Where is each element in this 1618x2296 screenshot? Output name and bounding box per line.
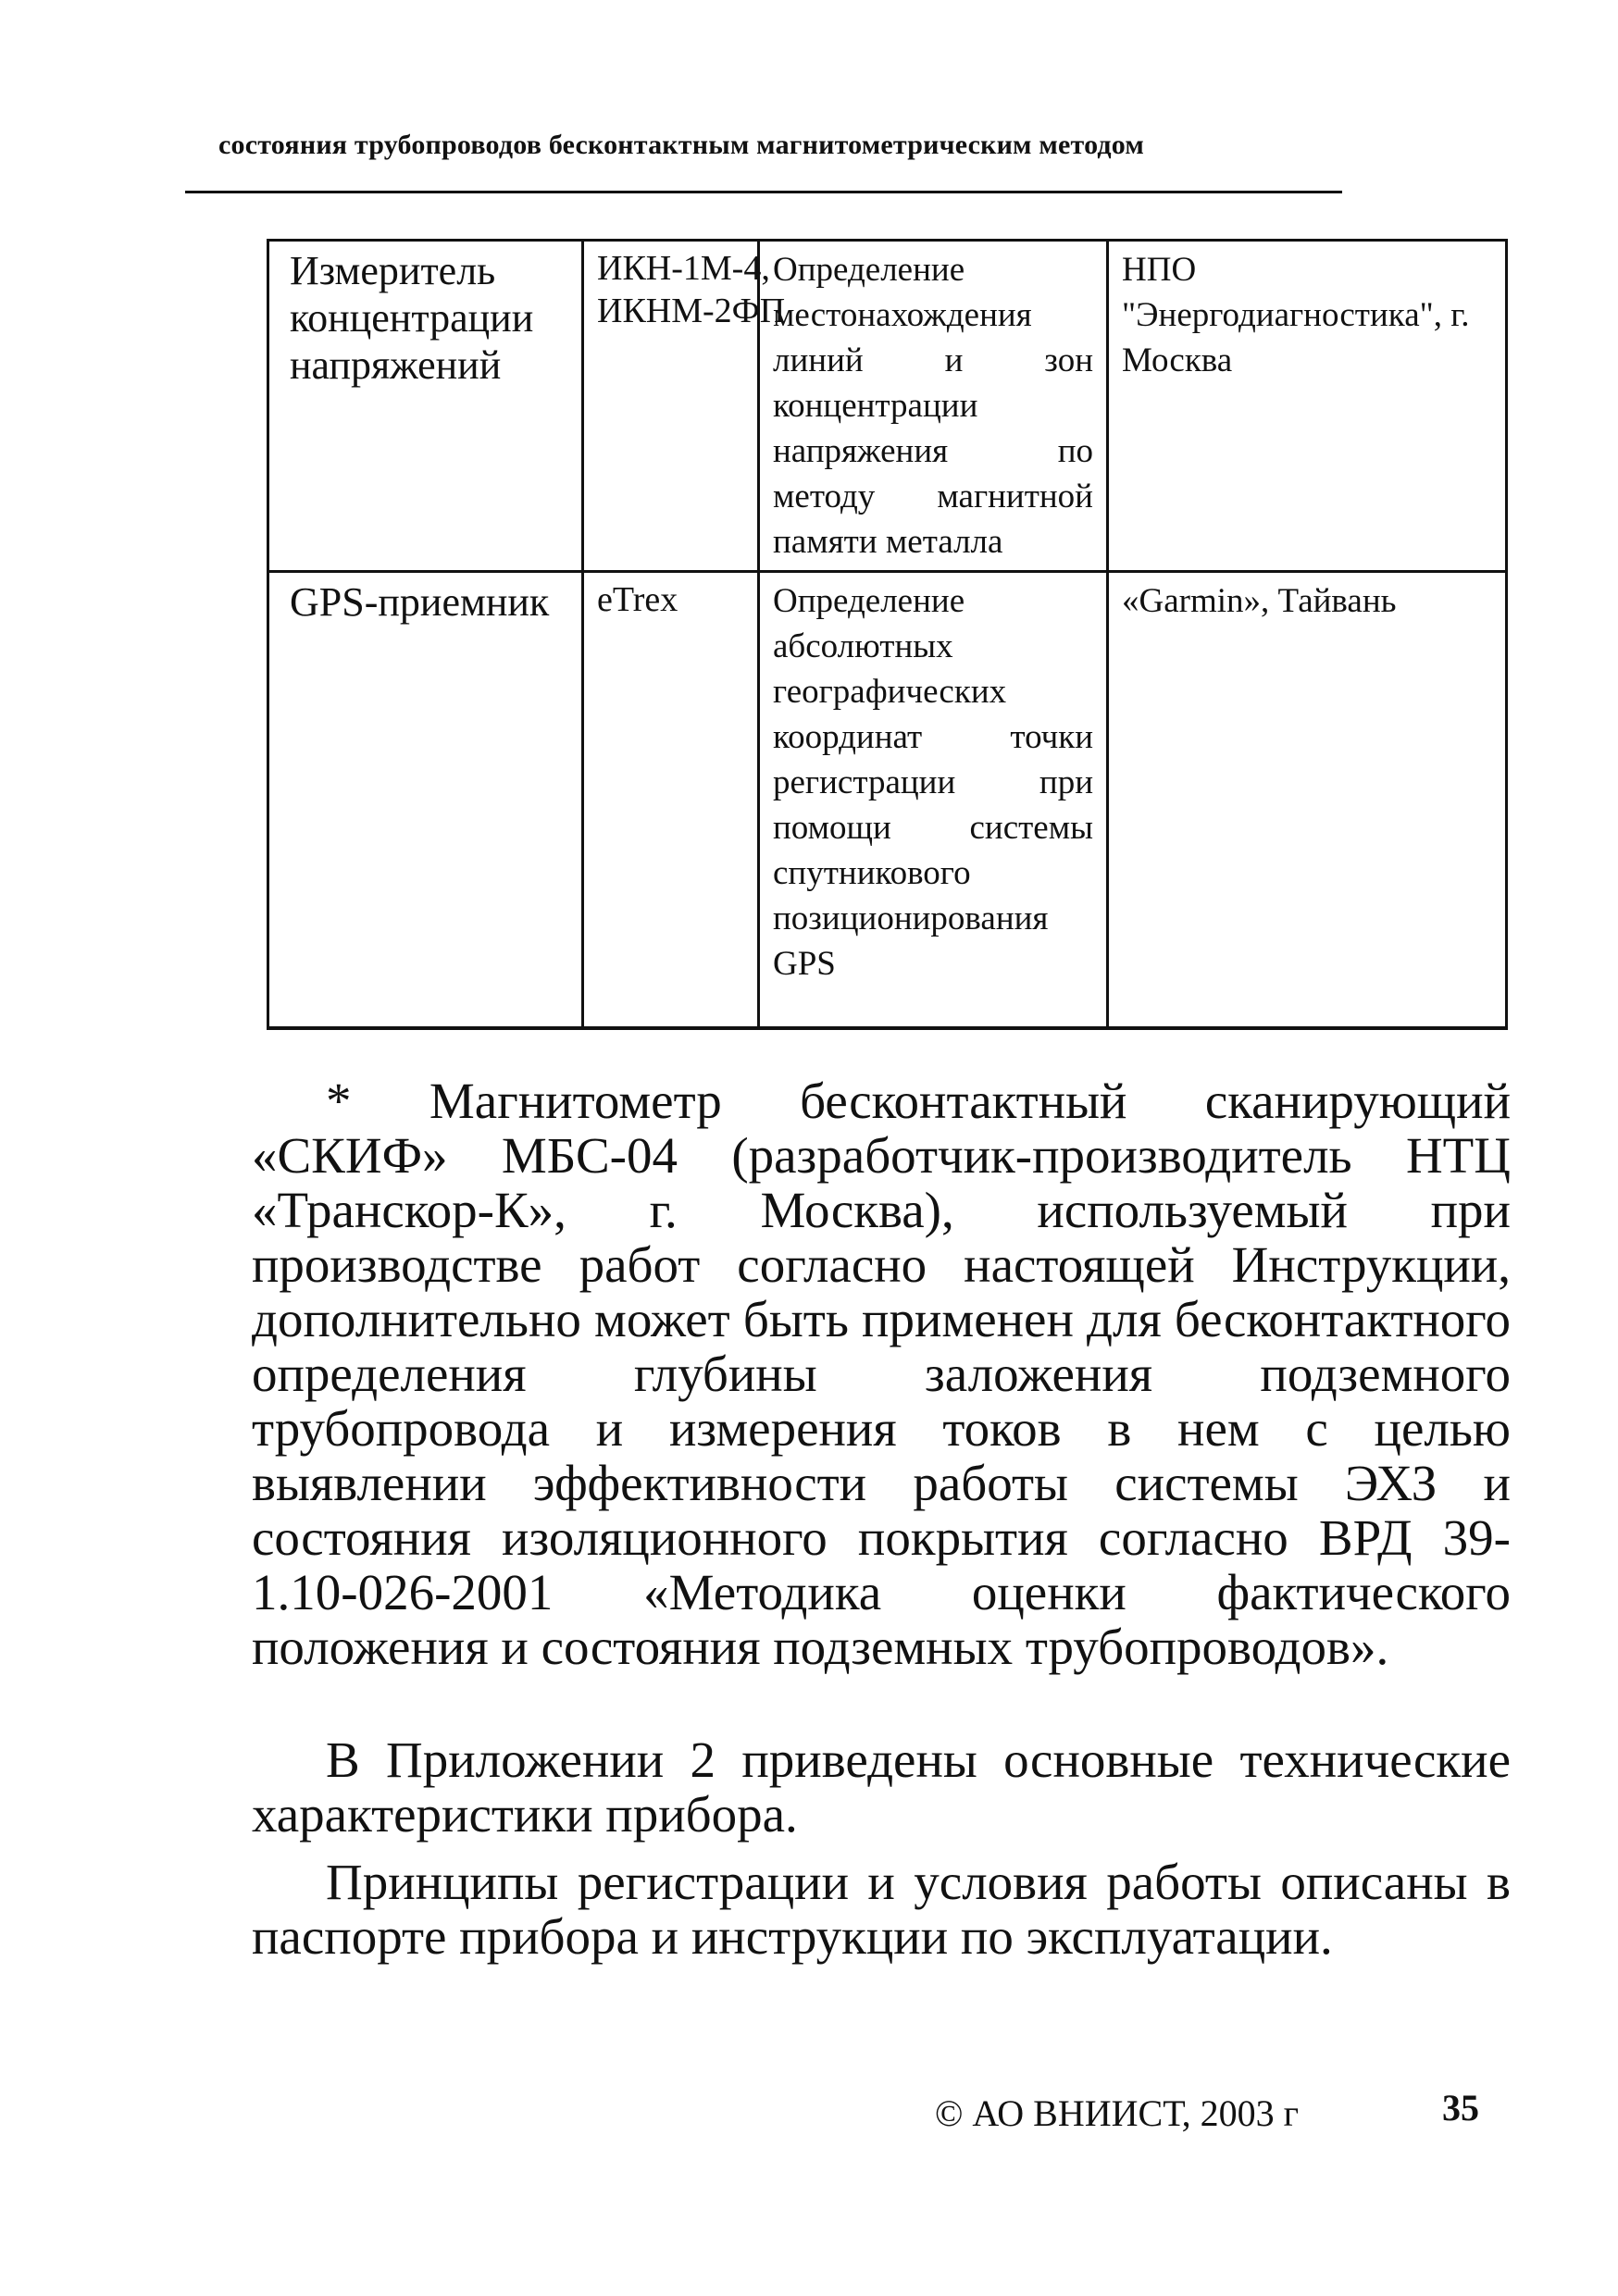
device-model-cell: eTrex <box>583 572 759 1029</box>
paragraph-magnetometer-note: * Магнитометр бесконтактный сканирующий «СКИФ» МБС-04 (разработчик-производитель НТЦ «Транскор-К», г. Москва), используемый при производстве работ согласно настоящей Инструкции, дополнительно может быть применен для бесконтактного определения глубины заложения подземного трубопровода и измерения токов в нем с целью выявлении эффективности работы системы ЭХЗ и состояния изоляционного покрытия согласно ВРД 39-1.10-026-2001 «Методика оценки фактического положения и состояния подземных трубопроводов». <box>252 1073 1511 1675</box>
table-row <box>268 572 1507 1029</box>
device-maker-cell: «Garmin», Тайвань <box>1108 572 1507 1029</box>
device-purpose-cell: Определение местонахождения линий и зон концентрации напряжения по методу магнитной памяти металла <box>759 241 1108 572</box>
device-model-cell: ИКН-1М-4, ИКНМ-2ФП <box>583 241 759 572</box>
footer-copyright: © АО ВНИИСТ, 2003 г <box>935 2092 1300 2134</box>
device-name-cell: GPS-приемник <box>268 572 583 1029</box>
paragraph-operation-principles: Принципы регистрации и условия работы описаны в паспорте прибора и инструкции по эксплуатации. <box>252 1854 1511 1965</box>
device-purpose-cell: Определение абсолютных географических координат точки регистрации при помощи системы спутникового позиционирования GPS <box>759 572 1108 1029</box>
equipment-table <box>267 239 1508 1030</box>
device-name-cell: Измеритель концентрации напряжений <box>268 241 583 572</box>
device-maker-cell: НПО "Энергодиагностика", г. Москва <box>1108 241 1507 572</box>
header-divider <box>185 191 1342 193</box>
running-header: состояния трубопроводов бесконтактным магнитометрическим методом <box>218 130 1145 160</box>
page-number: 35 <box>1442 2087 1479 2128</box>
paragraph-appendix-reference: В Приложении 2 приведены основные технические характеристики прибора. <box>252 1731 1511 1843</box>
table-row <box>268 241 1507 572</box>
